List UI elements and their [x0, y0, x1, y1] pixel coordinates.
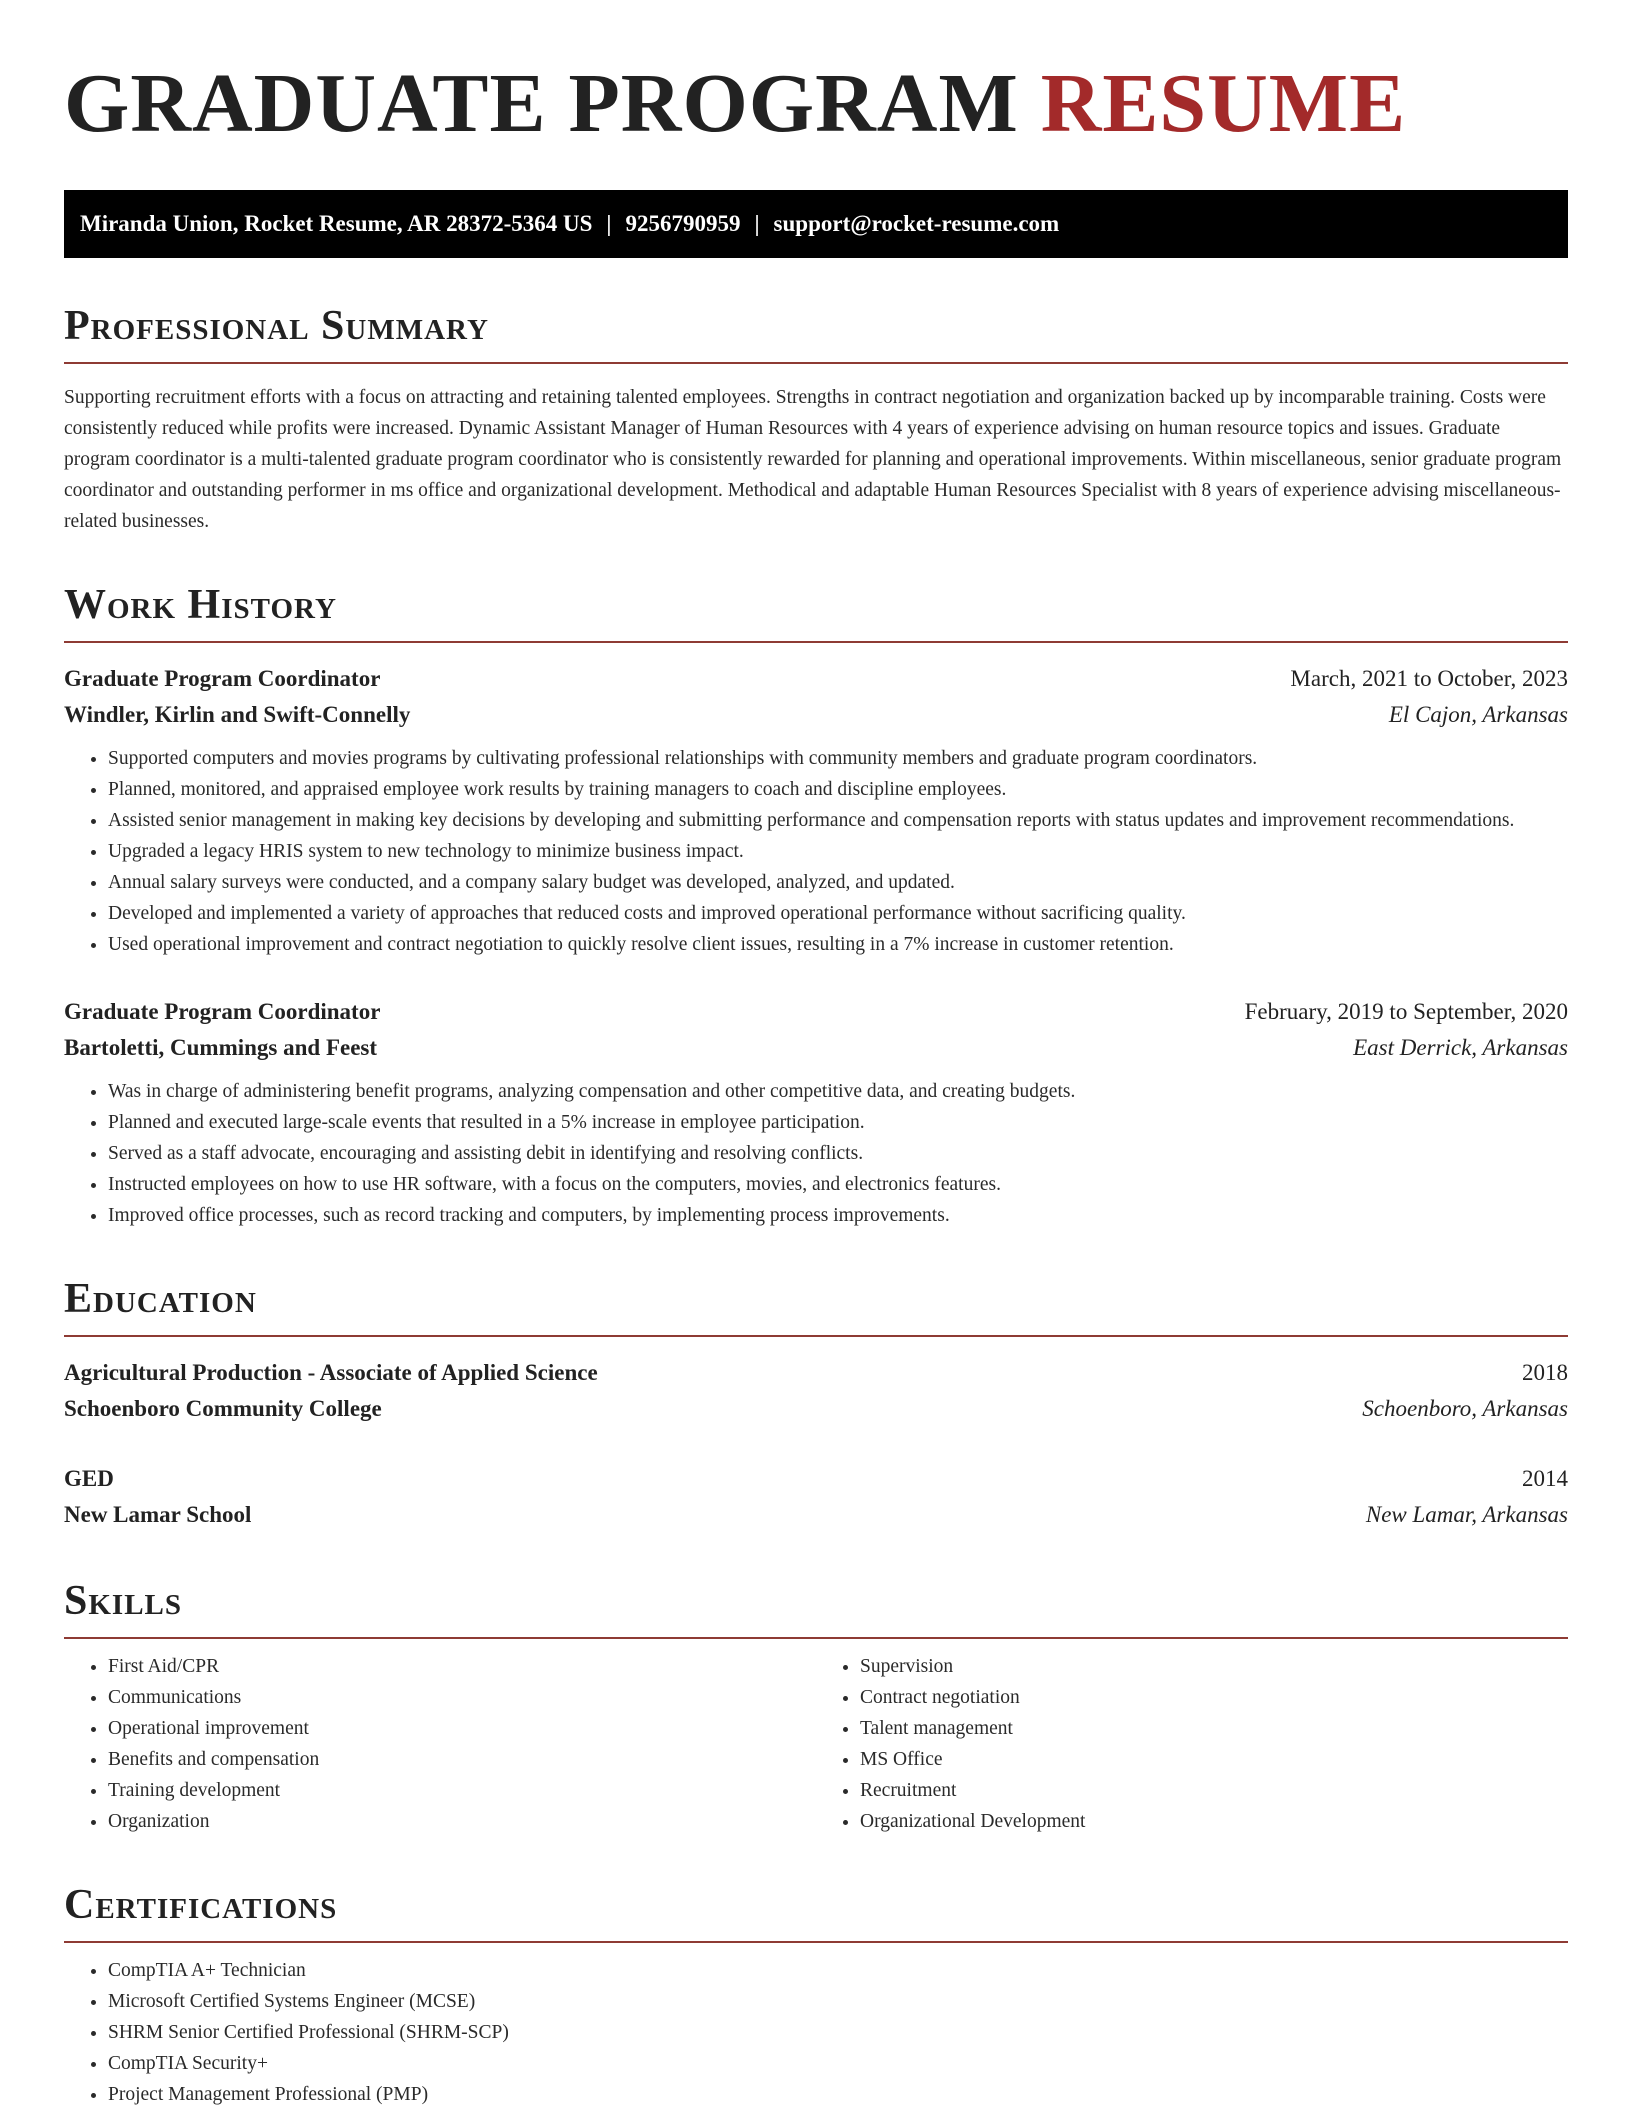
job-company-row	[64, 1030, 1568, 1066]
summary-heading: Professional Summary	[64, 303, 489, 349]
skill-item: • Supervision	[860, 1651, 1568, 1682]
job-bullet: • Supported computers and movies programs by cultivating professional relationships with community members and graduate program coordinators.	[108, 743, 1568, 774]
skill-item: • Contract negotiation	[860, 1682, 1568, 1713]
job-bullet: • Developed and implemented a variety of approaches that reduced costs and improved operational performance without sacrificing quality.	[108, 898, 1568, 929]
job-location: El Cajon, Arkansas	[1388, 702, 1568, 727]
education-entry	[64, 1355, 1568, 1427]
job-header-row	[64, 661, 1568, 697]
job-bullet: • Assisted senior management in making key decisions by developing and submitting performance and compensation reports with status updates and improvement recommendations.	[108, 805, 1568, 836]
skill-item: • Communications	[108, 1682, 816, 1713]
education-location: Schoenboro, Arkansas	[1362, 1396, 1568, 1421]
contact-separator: |	[754, 211, 760, 236]
job-header-row	[64, 994, 1568, 1030]
contact-bar	[64, 190, 1568, 258]
job-bullet: • Was in charge of administering benefit programs, analyzing compensation and other competitive data, and creating budgets.	[108, 1076, 1568, 1107]
education-degree: GED	[64, 1466, 114, 1491]
education-school: New Lamar School	[64, 1502, 252, 1527]
skill-item: • First Aid/CPR	[108, 1651, 816, 1682]
certification-item: • Microsoft Certified Systems Engineer (MCSE)	[108, 1986, 1568, 2017]
education-entry	[64, 1461, 1568, 1533]
certification-item: • SHRM Senior Certified Professional (SHRM-SCP)	[108, 2017, 1568, 2048]
education-year: 2018	[1522, 1360, 1568, 1385]
title-accent: RESUME	[1040, 57, 1407, 150]
skill-item: • Training development	[108, 1775, 816, 1806]
summary-text: Supporting recruitment efforts with a focus on attracting and retaining talented employees. Strengths in contract negotiation and organization backed up by incomparable training. Costs were consistently reduced while profits were increased. Dynamic Assistant Manager of Human Resources with 4 years of experience advising on human resource topics and issues. Graduate program coordinator is a multi-talented graduate program coordinator who is consistently rewarded for planning and operational improvements. Within miscellaneous, senior graduate program coordinator and outstanding performer in ms office and organizational development. Methodical and adaptable Human Resources Specialist with 8 years of experience advising miscellaneous-related businesses.	[64, 387, 1562, 532]
certification-item: • Project Management Professional (PMP)	[108, 2079, 1568, 2110]
skills-columns	[64, 1651, 1568, 1837]
job-bullets	[64, 743, 1568, 960]
section-divider	[64, 1335, 1568, 1337]
skill-item: • Benefits and compensation	[108, 1744, 816, 1775]
skill-item: • MS Office	[860, 1744, 1568, 1775]
education-location: New Lamar, Arkansas	[1365, 1502, 1568, 1527]
job-bullet: • Planned and executed large-scale events that resulted in a 5% increase in employee participation.	[108, 1107, 1568, 1138]
contact-separator: |	[606, 211, 612, 236]
skill-item: • Talent management	[860, 1713, 1568, 1744]
skills-list-left	[64, 1651, 816, 1837]
education-school-row	[64, 1497, 1568, 1533]
skills-list-right	[816, 1651, 1568, 1837]
job-bullet: • Used operational improvement and contract negotiation to quickly resolve client issues, resulting in a 7% increase in customer retention.	[108, 929, 1568, 960]
job-bullet: • Improved office processes, such as record tracking and computers, by implementing process improvements.	[108, 1200, 1568, 1231]
job-location: East Derrick, Arkansas	[1353, 1035, 1568, 1060]
job-bullet: • Served as a staff advocate, encouraging and assisting debit in identifying and resolving conflicts.	[108, 1138, 1568, 1169]
job-bullet: • Planned, monitored, and appraised employee work results by training managers to coach and discipline employees.	[108, 774, 1568, 805]
education-degree: Agricultural Production - Associate of Applied Science	[64, 1360, 598, 1385]
skill-item: • Recruitment	[860, 1775, 1568, 1806]
job-bullet: • Annual salary surveys were conducted, and a company salary budget was developed, analyzed, and updated.	[108, 867, 1568, 898]
skill-item: • Organizational Development	[860, 1806, 1568, 1837]
contact-phone[interactable]: 9256790959	[625, 211, 741, 236]
certifications-heading: Certifications	[64, 1882, 338, 1928]
job-company-row	[64, 697, 1568, 733]
education-school: Schoenboro Community College	[64, 1396, 382, 1421]
section-divider	[64, 1637, 1568, 1639]
job-company: Windler, Kirlin and Swift-Connelly	[64, 702, 411, 727]
work-history-heading: Work History	[64, 582, 337, 628]
job-bullets	[64, 1076, 1568, 1231]
job-role: Graduate Program Coordinator	[64, 999, 381, 1024]
job-company: Bartoletti, Cummings and Feest	[64, 1035, 378, 1060]
skills-heading: Skills	[64, 1578, 183, 1624]
job-dates: March, 2021 to October, 2023	[1290, 666, 1568, 691]
section-divider	[64, 362, 1568, 364]
contact-email[interactable]: support@rocket-resume.com	[773, 211, 1060, 236]
job-entry	[64, 994, 1568, 1231]
job-bullet: • Upgraded a legacy HRIS system to new technology to minimize business impact.	[108, 836, 1568, 867]
job-role: Graduate Program Coordinator	[64, 666, 381, 691]
resume-title	[64, 56, 1568, 152]
skill-item: • Organization	[108, 1806, 816, 1837]
education-year: 2014	[1522, 1466, 1568, 1491]
job-dates: February, 2019 to September, 2020	[1244, 999, 1568, 1024]
contact-address: Miranda Union, Rocket Resume, AR 28372-5364 US	[80, 211, 593, 236]
title-main: GRADUATE PROGRAM	[64, 57, 1019, 150]
skill-item: • Operational improvement	[108, 1713, 816, 1744]
certifications-list	[64, 1955, 1568, 2110]
certification-item: • CompTIA A+ Technician	[108, 1955, 1568, 1986]
education-heading: Education	[64, 1276, 257, 1322]
section-divider	[64, 641, 1568, 643]
education-school-row	[64, 1391, 1568, 1427]
job-entry	[64, 661, 1568, 960]
job-bullet: • Instructed employees on how to use HR software, with a focus on the computers, movies, and electronics features.	[108, 1169, 1568, 1200]
section-divider	[64, 1941, 1568, 1943]
education-header-row	[64, 1355, 1568, 1391]
education-header-row	[64, 1461, 1568, 1497]
certification-item: • CompTIA Security+	[108, 2048, 1568, 2079]
